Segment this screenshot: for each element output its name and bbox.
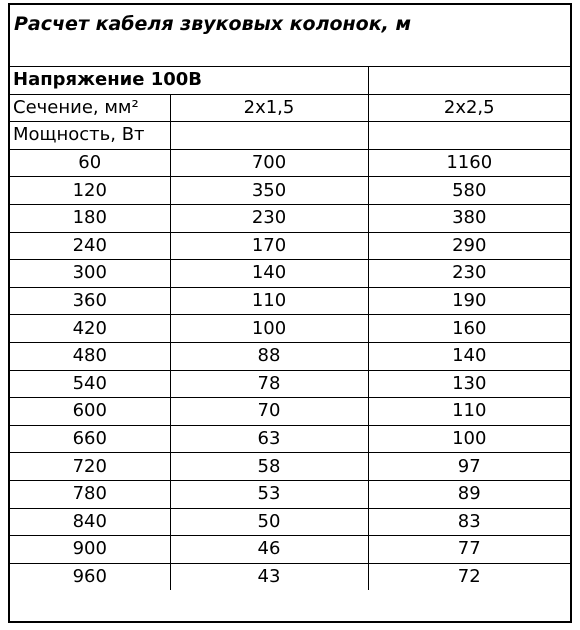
power-cell: 540 [10,370,170,398]
cable-table-sheet [8,3,572,623]
table-row [10,536,570,564]
power-cell: 60 [10,149,170,177]
length-2x1-5-cell: 50 [170,508,368,536]
table-row [10,342,570,370]
power-cell: 240 [10,232,170,260]
length-2x2-5-cell: 580 [368,177,570,205]
power-cell: 720 [10,453,170,481]
table-row [10,204,570,232]
length-2x1-5-cell: 700 [170,149,368,177]
length-2x2-5-cell: 160 [368,315,570,343]
length-2x1-5-cell: 110 [170,287,368,315]
section-row [10,94,570,122]
power-header-empty-cell [368,122,570,150]
power-cell: 480 [10,342,170,370]
table-row [10,398,570,426]
length-2x2-5-cell: 77 [368,536,570,564]
length-2x2-5-cell: 190 [368,287,570,315]
length-2x2-5-cell: 100 [368,425,570,453]
section-value-1: 2х1,5 [170,94,368,122]
length-2x2-5-cell: 83 [368,508,570,536]
power-header-row [10,122,570,150]
power-cell: 780 [10,480,170,508]
length-2x1-5-cell: 53 [170,480,368,508]
length-2x2-5-cell: 230 [368,260,570,288]
power-cell: 840 [10,508,170,536]
length-2x1-5-cell: 78 [170,370,368,398]
length-2x2-5-cell: 1160 [368,149,570,177]
power-label: Мощность, Вт [10,122,170,150]
power-header-empty-cell [170,122,368,150]
table-row [10,563,570,590]
section-label: Сечение, мм² [10,94,170,122]
length-2x1-5-cell: 350 [170,177,368,205]
power-cell: 600 [10,398,170,426]
length-2x1-5-cell: 43 [170,563,368,590]
table-row [10,177,570,205]
table-row [10,425,570,453]
power-cell: 120 [10,177,170,205]
length-2x1-5-cell: 70 [170,398,368,426]
length-2x2-5-cell: 290 [368,232,570,260]
length-2x2-5-cell: 140 [368,342,570,370]
table-row [10,370,570,398]
length-2x1-5-cell: 63 [170,425,368,453]
table-row [10,232,570,260]
voltage-row [10,67,570,94]
length-2x2-5-cell: 89 [368,480,570,508]
length-2x1-5-cell: 100 [170,315,368,343]
power-cell: 960 [10,563,170,590]
table-row [10,287,570,315]
power-cell: 360 [10,287,170,315]
table-row [10,260,570,288]
voltage-label: Напряжение 100В [10,67,368,94]
table-row [10,453,570,481]
section-value-2: 2х2,5 [368,94,570,122]
table-title: Расчет кабеля звуковых колонок, м [10,5,570,67]
length-2x1-5-cell: 88 [170,342,368,370]
length-2x2-5-cell: 380 [368,204,570,232]
table-row [10,508,570,536]
length-2x2-5-cell: 97 [368,453,570,481]
length-2x1-5-cell: 140 [170,260,368,288]
power-cell: 660 [10,425,170,453]
length-2x1-5-cell: 230 [170,204,368,232]
table-row [10,480,570,508]
length-2x1-5-cell: 58 [170,453,368,481]
power-cell: 180 [10,204,170,232]
power-cell: 900 [10,536,170,564]
length-2x1-5-cell: 46 [170,536,368,564]
power-cell: 300 [10,260,170,288]
table-row [10,315,570,343]
voltage-empty-cell [368,67,570,94]
power-cell: 420 [10,315,170,343]
length-2x2-5-cell: 110 [368,398,570,426]
length-2x1-5-cell: 170 [170,232,368,260]
cable-length-table [10,67,570,590]
length-2x2-5-cell: 72 [368,563,570,590]
table-row [10,149,570,177]
length-2x2-5-cell: 130 [368,370,570,398]
